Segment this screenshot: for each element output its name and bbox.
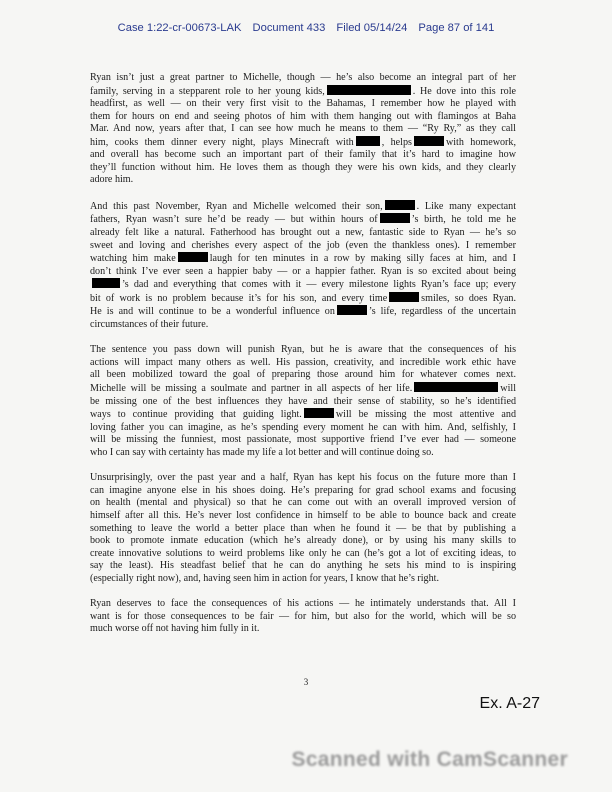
- text-line: [90, 623, 516, 636]
- text-line: [90, 227, 516, 240]
- paragraph: [90, 200, 516, 331]
- redaction-box: [414, 136, 444, 146]
- text-line: [90, 111, 516, 124]
- text-segment: watching him make: [90, 253, 176, 265]
- text-segment: Michelle will be missing a soulmate and partner in all aspects of her life.: [90, 383, 413, 395]
- text-segment: , helps: [381, 136, 412, 148]
- text-segment: And this past November, Ryan and Michelle welcomed their son,: [90, 200, 383, 212]
- document-number: Document 433: [252, 22, 326, 34]
- redaction-box: [389, 292, 419, 302]
- redaction-box: [327, 85, 411, 95]
- text-line: [90, 548, 516, 561]
- case-number: Case 1:22-cr-00673-LAK: [117, 22, 242, 34]
- text-line: [90, 447, 516, 460]
- text-line: [90, 357, 516, 370]
- text-line: [90, 369, 516, 382]
- text-segment: . He dove into this role: [412, 85, 516, 97]
- text-segment: and overall has become such an important part of their family that it’s hard to imagine how: [90, 149, 516, 161]
- text-segment: they’ll function without him. He loves them as though they were his own kids, and they clearly: [90, 161, 516, 173]
- scanner-watermark: Scanned with CamScanner: [291, 748, 568, 771]
- text-line: [90, 98, 516, 111]
- text-line: [90, 123, 516, 136]
- text-segment: book to promote inmate education (which he’s already done), or by using his many skills to: [90, 535, 516, 547]
- text-line: [90, 213, 516, 227]
- text-segment: laugh for ten minutes in a row by making silly faces at him, and I: [209, 253, 516, 265]
- text-line: [90, 434, 516, 447]
- text-line: [90, 497, 516, 510]
- text-segment: can imagine anyone else in his shoes doing. He’s preparing for grad school exams and focusing: [90, 484, 516, 496]
- text-line: [90, 149, 516, 162]
- text-segment: The sentence you pass down will punish Ryan, but he is aware that the consequences of his: [90, 344, 516, 356]
- redaction-box: [414, 382, 498, 392]
- text-segment: Mar. And now, years after that, I can see how much he means to them — “Ry Ry,” as they call: [90, 123, 516, 135]
- text-segment: something to leave the world a better place than when he found it — be that by publishing a: [90, 522, 516, 534]
- text-line: [90, 535, 516, 548]
- page-of: Page 87 of 141: [418, 22, 495, 34]
- text-line: [90, 292, 516, 306]
- text-segment: him, cooks them dinner every night, plays Minecraft with: [90, 136, 354, 148]
- case-header: [0, 22, 612, 34]
- text-segment: circumstances of their future.: [90, 318, 209, 330]
- text-segment: ’s birth, he told me he: [411, 214, 516, 226]
- text-segment: Ryan deserves to face the consequences of his actions — he intimately understands that. All I: [90, 598, 516, 610]
- text-segment: be missing one of the best influences they have and their sense of stability, so he’s identified: [90, 395, 516, 407]
- text-segment: don’t think I’ve ever seen a happier baby — or a happier father. Ryan is so excited about being: [90, 265, 516, 277]
- text-line: [90, 611, 516, 624]
- text-segment: on health (mental and physical) so that he can come out with an overall improved version of: [90, 497, 516, 509]
- text-segment: (especially right now), and, having seen him in action for years, I know that he’s right.: [90, 572, 439, 584]
- text-segment: actions will impact many others as well. His passion, creativity, and incredible work ethic have: [90, 356, 516, 368]
- text-segment: will be missing the most attentive and: [335, 409, 516, 421]
- text-line: [90, 382, 516, 396]
- text-line: [90, 510, 516, 523]
- text-line: [90, 319, 516, 332]
- text-line: [90, 408, 516, 422]
- letter-body: [90, 72, 516, 649]
- text-segment: ’s dad and everything that comes with it — every milestone lights Ryan’s face up; every: [122, 279, 516, 291]
- text-segment: create innovative solutions to weird problems like only he can (he’s got a lot of exciting ideas, to: [90, 547, 516, 559]
- text-line: [90, 162, 516, 175]
- text-segment: Unsurprisingly, over the past year and a half, Ryan has kept his focus on the future more than I: [90, 472, 516, 484]
- text-segment: say the least). His steadfast belief that he can do anything he sets his mind to is inspiring: [90, 560, 516, 572]
- text-segment: bit of work is no problem because it’s for his son, and every time: [90, 292, 388, 304]
- text-segment: already felt like a natural. Fatherhood has brought out a new, fantastic side to Ryan — he’s so: [90, 227, 516, 239]
- text-segment: sweet and loving and cherishes every aspect of the job (even the thankless ones). I remember: [90, 239, 516, 251]
- text-segment: much worse off not having him fully in it.: [90, 623, 260, 635]
- text-line: [90, 573, 516, 586]
- redaction-box: [380, 213, 410, 223]
- text-line: [90, 278, 516, 292]
- page-number: 3: [303, 677, 309, 687]
- paragraph: [90, 344, 516, 459]
- text-line: [90, 396, 516, 409]
- text-segment: will be missing the funniest, most passionate, most supportive friend I’ve ever had — someone: [90, 434, 516, 446]
- text-line: [90, 72, 516, 85]
- text-line: [90, 305, 516, 319]
- text-segment: family, serving in a stepparent role to her young kids,: [90, 85, 325, 97]
- text-line: [90, 422, 516, 435]
- text-segment: ways to continue providing that guiding light.: [90, 409, 302, 421]
- redaction-box: [337, 305, 367, 315]
- text-segment: headfirst, as well — on their very first visit to the Bahamas, I remember how he played with: [90, 98, 516, 110]
- text-segment: with homework,: [445, 136, 516, 148]
- text-line: [90, 136, 516, 150]
- text-segment: who I can say with certainty has made my life a lot better and will continue doing so.: [90, 446, 434, 458]
- text-line: [90, 598, 516, 611]
- exhibit-label: Ex. A-27: [479, 695, 540, 712]
- paragraph: [90, 72, 516, 187]
- text-line: [90, 266, 516, 279]
- text-segment: himself after all this. He’s never lost confidence in himself to be able to bounce back and create: [90, 509, 516, 521]
- text-segment: will: [500, 383, 516, 395]
- text-line: [90, 344, 516, 357]
- text-segment: Ryan isn’t just a great partner to Michelle, though — he’s also become an integral part of her: [90, 72, 516, 83]
- text-line: [90, 560, 516, 573]
- text-segment: fathers, Ryan wasn’t sure he’d be ready — but within hours of: [90, 214, 378, 226]
- text-segment: . Like many expectant: [416, 200, 517, 212]
- text-line: [90, 523, 516, 536]
- text-line: [90, 200, 516, 214]
- redaction-box: [356, 136, 380, 146]
- text-segment: He is and will continue to be a wonderful influence on: [90, 306, 335, 318]
- paragraph: [90, 472, 516, 585]
- paragraph: [90, 598, 516, 636]
- text-segment: them for hours on end and seeing photos of him with them hanging out with flamingos at Baha: [90, 110, 516, 122]
- text-segment: want is for those consequences to be fair — for him, but also for the world, which will be so: [90, 610, 516, 622]
- redaction-box: [92, 278, 120, 288]
- text-segment: loving father you can imagine, as he’s spending every moment he can with him. And, selfishly, I: [90, 421, 516, 433]
- text-line: [90, 174, 516, 187]
- redaction-box: [178, 252, 208, 262]
- text-line: [90, 472, 516, 485]
- filed-date: Filed 05/14/24: [336, 22, 408, 34]
- text-segment: all been mobilized toward the goal of preparing those around him for whatever comes next.: [90, 369, 516, 381]
- text-line: [90, 485, 516, 498]
- redaction-box: [385, 200, 415, 210]
- text-segment: smiles, so does Ryan.: [421, 292, 516, 304]
- text-segment: ’s life, regardless of the uncertain: [368, 306, 517, 318]
- redaction-box: [304, 408, 334, 418]
- text-segment: adore him.: [90, 174, 134, 186]
- text-line: [90, 252, 516, 266]
- text-line: [90, 85, 516, 99]
- text-line: [90, 240, 516, 253]
